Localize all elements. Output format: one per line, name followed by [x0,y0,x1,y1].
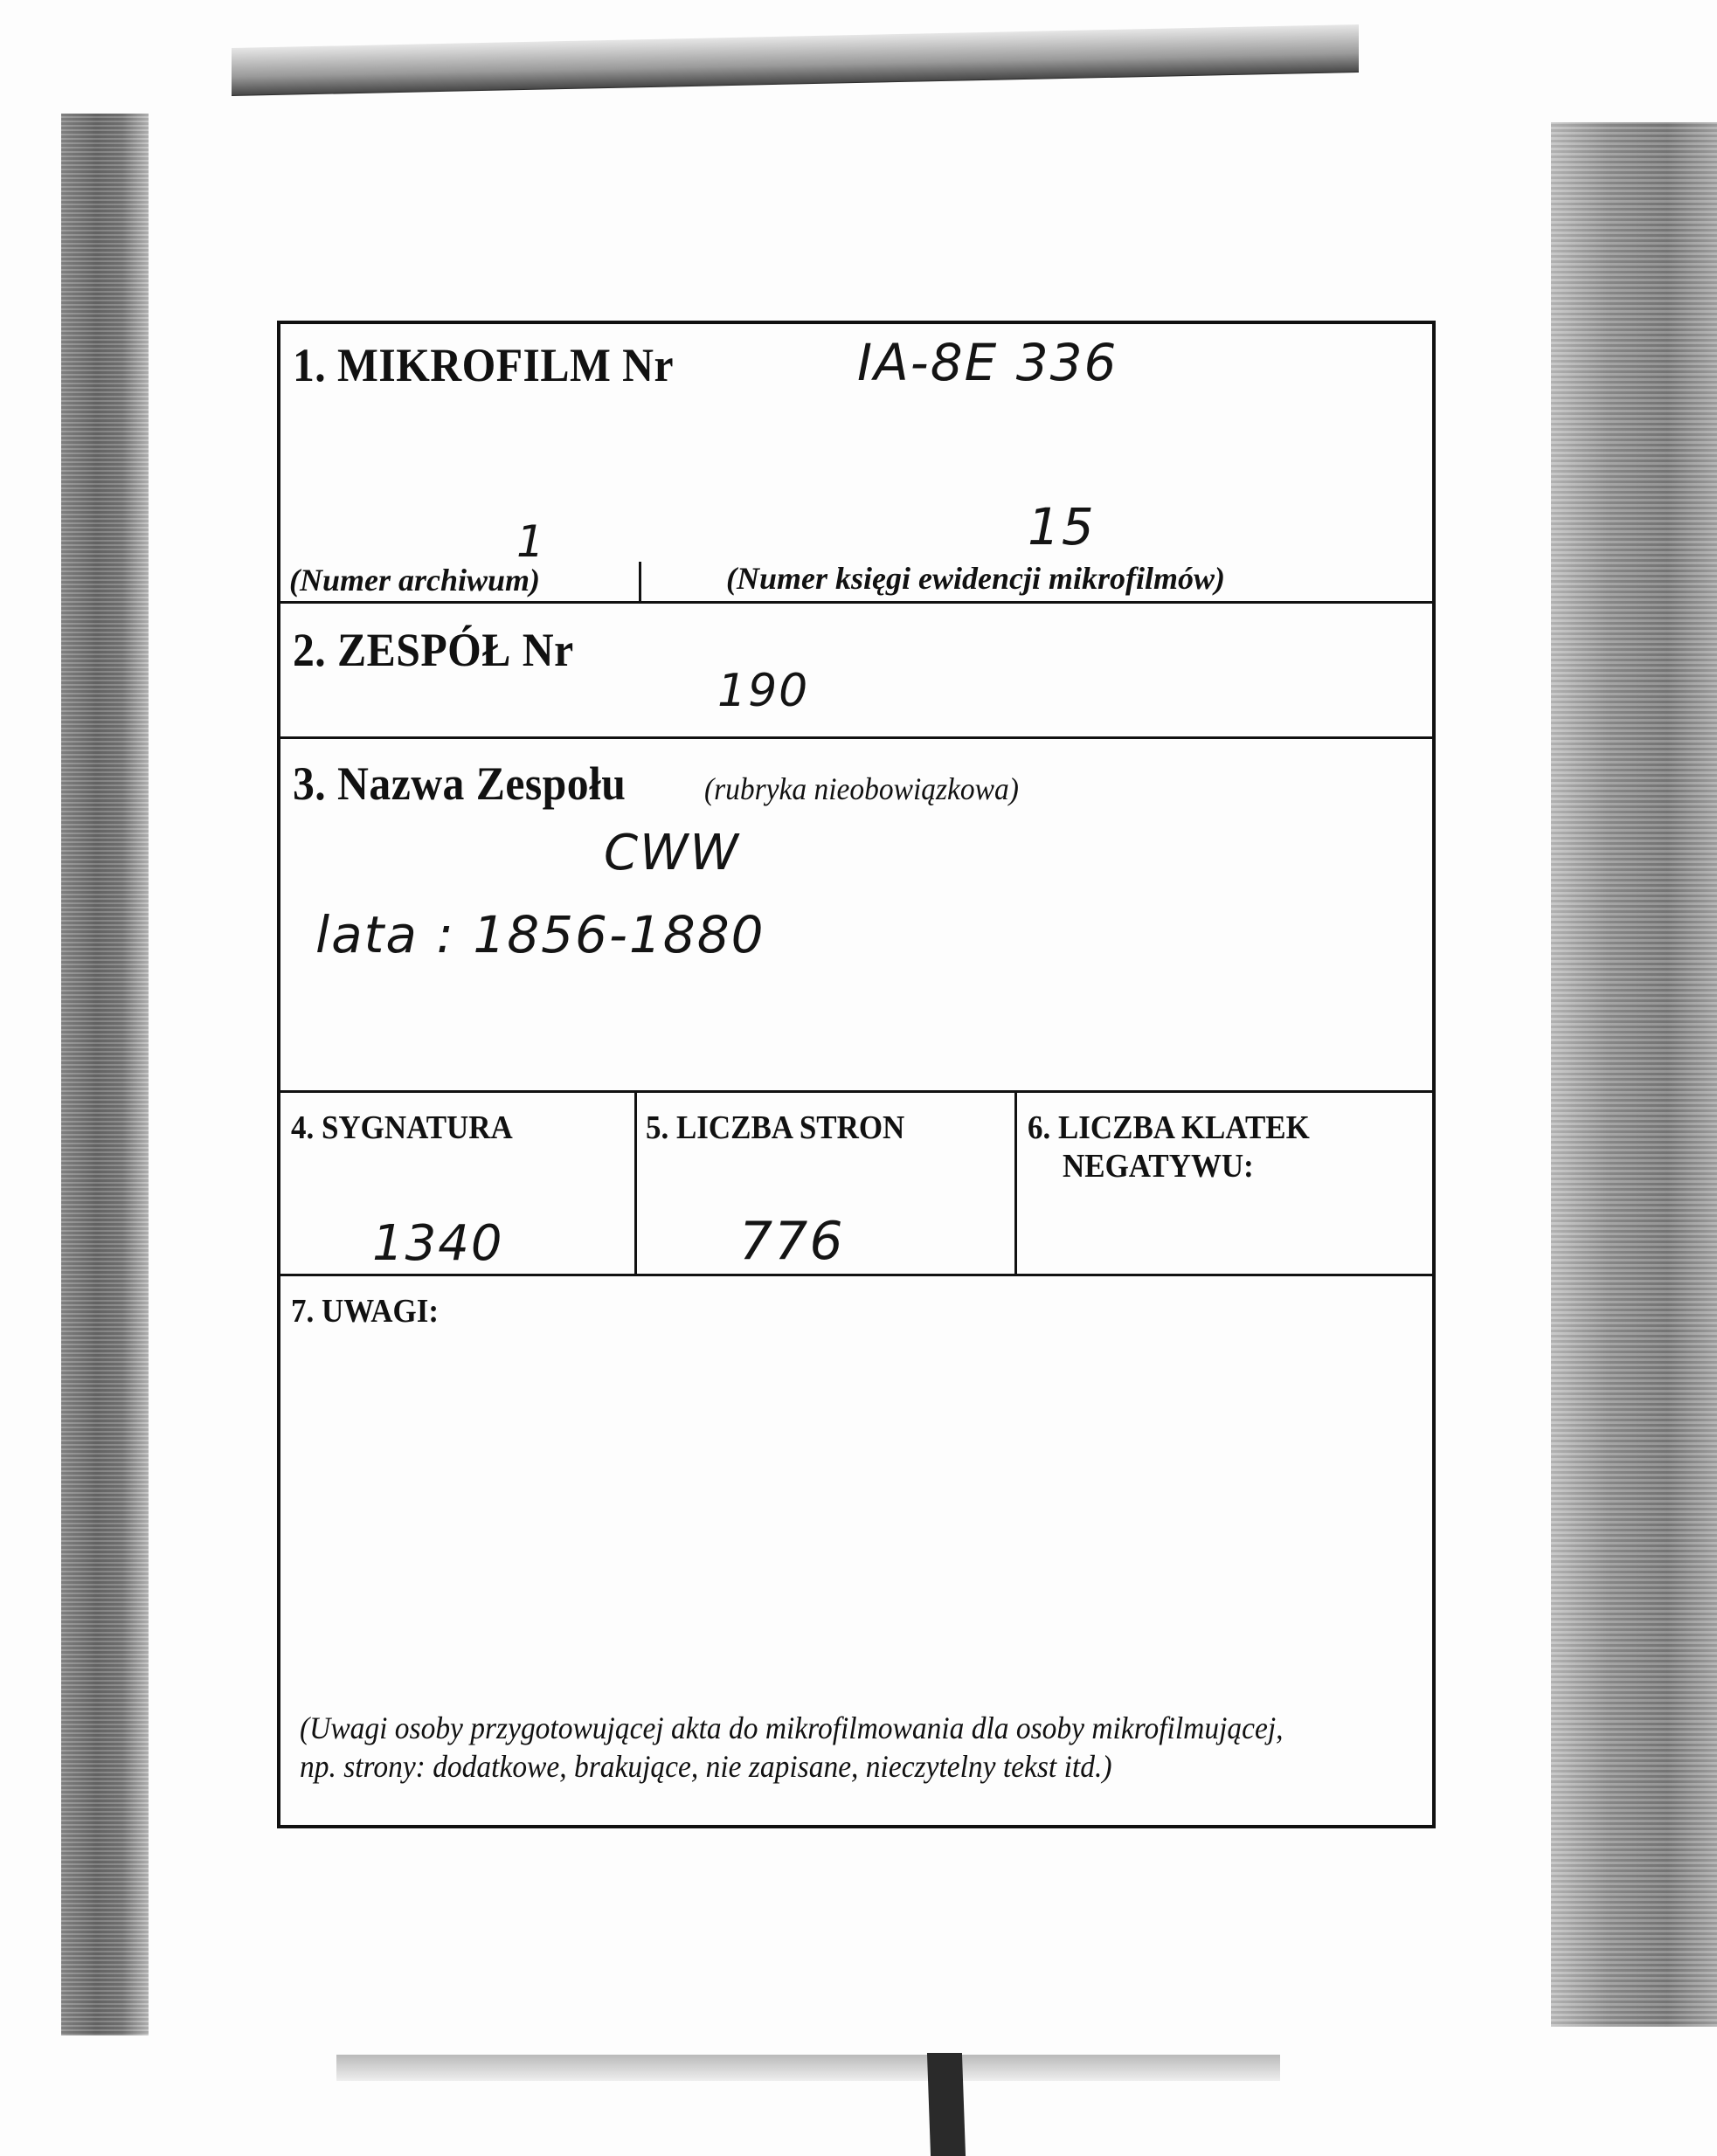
page-count-label: 5. LICZBA STRON [646,1109,905,1146]
signature-label: 4. SYGNATURA [291,1109,513,1146]
column-divider-2 [1014,1093,1017,1274]
signature-value: 1340 [372,1215,504,1272]
section-fonds-name [280,739,1432,1093]
fonds-number-label: 2. ZESPÓŁ Nr [293,624,574,676]
remarks-hint-line2: np. strony: dodatkowe, brakujące, nie zapisane, nieczytelny tekst itd.) [300,1749,1112,1784]
microfilm-form [277,321,1436,1828]
scan-shadow-right [1551,122,1717,2027]
fonds-name-hint: (rubryka nieobowiązkowa) [704,771,1019,806]
microfilm-number-label: 1. MIKROFILM Nr [293,339,675,391]
page-count-value: 776 [739,1211,845,1272]
scan-shadow-left [61,114,149,2035]
scan-shadow-top [232,24,1359,96]
section-details [280,1093,1432,1276]
remarks-hint-line1: (Uwagi osoby przygotowującej akta do mikrofilmowania dla osoby mikrofilmującej, [300,1710,1284,1745]
fonds-name-label: 3. Nazwa Zespołu [293,757,627,810]
fonds-dates-value: lata : 1856-1880 [315,905,765,964]
microfilm-number-value: IA-8E 336 [857,333,1118,392]
frame-count-label-line1: 6. LICZBA KLATEK [1028,1109,1310,1146]
remarks-label: 7. UWAGI: [291,1293,439,1330]
column-divider-1 [634,1093,637,1274]
binding-strip [927,2053,966,2156]
archive-number-value: 1 [516,516,546,567]
frame-count-label-line2: NEGATYWU: [1063,1148,1254,1185]
section-fonds-number [280,604,1432,739]
scan-shadow-bottom [336,2055,1280,2081]
register-number-value: 15 [1028,497,1096,556]
archive-divider [639,562,641,604]
section-microfilm-number [280,324,1432,604]
register-number-label: (Numer księgi ewidencji mikrofilmów) [726,561,1225,596]
archive-number-label: (Numer archiwum) [289,563,541,598]
fonds-number-value: 190 [717,665,810,717]
section-remarks [280,1276,1432,1825]
fonds-name-value: CWW [604,825,740,881]
